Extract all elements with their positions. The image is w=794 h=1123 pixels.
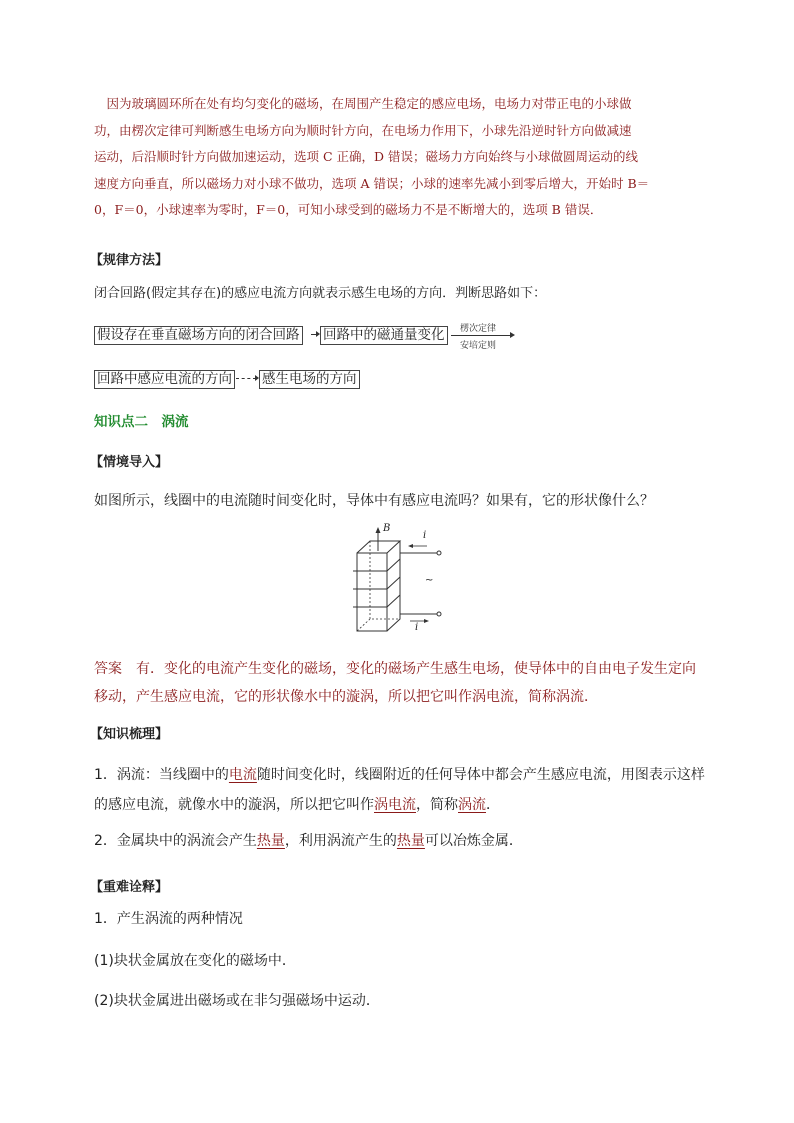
label-i-bottom: i — [415, 622, 419, 633]
answer-label: 答案 — [94, 661, 122, 677]
knowledge-text: ，利用涡流产生的 — [284, 833, 397, 849]
knowledge-text: 随时间变化时，线圈附近的任何导体中都会产生感应电流，用图表示这样 — [256, 767, 705, 783]
blank-answer-current: 电流 — [228, 767, 257, 783]
blank-answer-eddy-current: 涡电流 — [374, 797, 416, 813]
flow-arrow-label-top: 楞次定律 — [460, 324, 497, 334]
knowledge-text: ． — [486, 797, 500, 813]
answer-line-1 — [94, 655, 734, 683]
label-i-top: i — [423, 530, 427, 541]
answer-block — [94, 655, 734, 711]
blank-answer-eddy: 涡流 — [458, 797, 486, 813]
intro-heading: 【情境导入】 — [90, 455, 169, 470]
explanation-line-4: 速度方向垂直，所以磁场力对小球不做功，选项 A 错误；小球的速率先减小到零后增大，开始时 B＝ — [94, 175, 650, 191]
explanation-line-2: 功，由楞次定律可判断感生电场方向为顺时针方向，在电场力作用下，小球先沿逆时针方向做减速 — [94, 122, 632, 138]
blank-answer-heat-2: 热量 — [396, 833, 425, 849]
knowledge-text: 2．金属块中的涡流会产生 — [94, 833, 257, 849]
knowledge-heading: 【知识梳理】 — [90, 727, 169, 742]
coil-figure — [345, 523, 450, 637]
knowledge-text: 的感应电流，就像水中的漩涡，所以把它叫作 — [94, 797, 374, 813]
label-B: B — [383, 523, 391, 534]
flow-arrow-2 — [236, 378, 260, 379]
knowledge-item-2 — [94, 830, 523, 850]
flow-step-4: 感生电场的方向 — [259, 370, 360, 389]
flow-arrow-1 — [311, 334, 320, 335]
difficulty-heading: 【重难诠释】 — [90, 880, 169, 895]
answer-text-1: 有．变化的电流产生变化的磁场，变化的磁场产生感生电场，使导体中的自由电子发生定向 — [122, 661, 696, 677]
difficulty-sub-1: (1)块状金属放在变化的磁场中． — [94, 953, 296, 969]
flow-step-1: 假设存在垂直磁场方向的闭合回路 — [94, 326, 303, 345]
knowledge-item-1-line-2 — [94, 790, 734, 820]
conductor-block-diagram — [345, 527, 450, 637]
answer-line-2: 移动，产生感应电流，它的形状像水中的漩涡，所以把它叫作涡电流，简称涡流． — [94, 689, 598, 705]
explanation-line-1: 因为玻璃圆环所在处有均匀变化的磁场，在周围产生稳定的感应电场，电场力对带正电的小球做 — [94, 96, 632, 111]
flow-step-3: 回路中感应电流的方向 — [94, 370, 235, 389]
knowledge-item-1 — [94, 760, 734, 820]
method-text: 闭合回路(假定其存在)的感应电流方向就表示感生电场的方向．判断思路如下： — [94, 286, 547, 301]
flow-arrow-label-bottom: 安培定则 — [460, 341, 497, 351]
difficulty-item-1: 1．产生涡流的两种情况 — [94, 911, 243, 927]
explanation-line-5: 0，F＝0，小球速率为零时，F＝0，可知小球受到的磁场力不是不断增大的，选项 B 错误． — [94, 202, 603, 217]
flow-step-2: 回路中的磁通量变化 — [320, 326, 448, 345]
knowledge-text: 可以冶炼金属． — [424, 833, 523, 849]
knowledge-item-1-line-1 — [94, 760, 734, 790]
method-heading: 【规律方法】 — [90, 253, 169, 268]
explanation-paragraph — [94, 91, 714, 224]
difficulty-sub-2: (2)块状金属进出磁场或在非匀强磁场中运动． — [94, 993, 380, 1009]
knowledge-text: ，简称 — [416, 797, 458, 813]
knowledge-text: 1．涡流：当线圈中的 — [94, 767, 229, 783]
flow-arrow-long — [451, 335, 515, 336]
explanation-line-3: 运动，后沿顺时针方向做加速运动，选项 C 正确，D 错误；磁场力方向始终与小球做圆周运动的线 — [94, 149, 639, 164]
intro-question: 如图所示，线圈中的电流随时间变化时，导体中有感应电流吗？如果有，它的形状像什么？ — [94, 493, 654, 509]
section-title: 知识点二 涡流 — [94, 414, 189, 430]
label-tilde: ~ — [425, 575, 434, 586]
blank-answer-heat-1: 热量 — [256, 833, 285, 849]
